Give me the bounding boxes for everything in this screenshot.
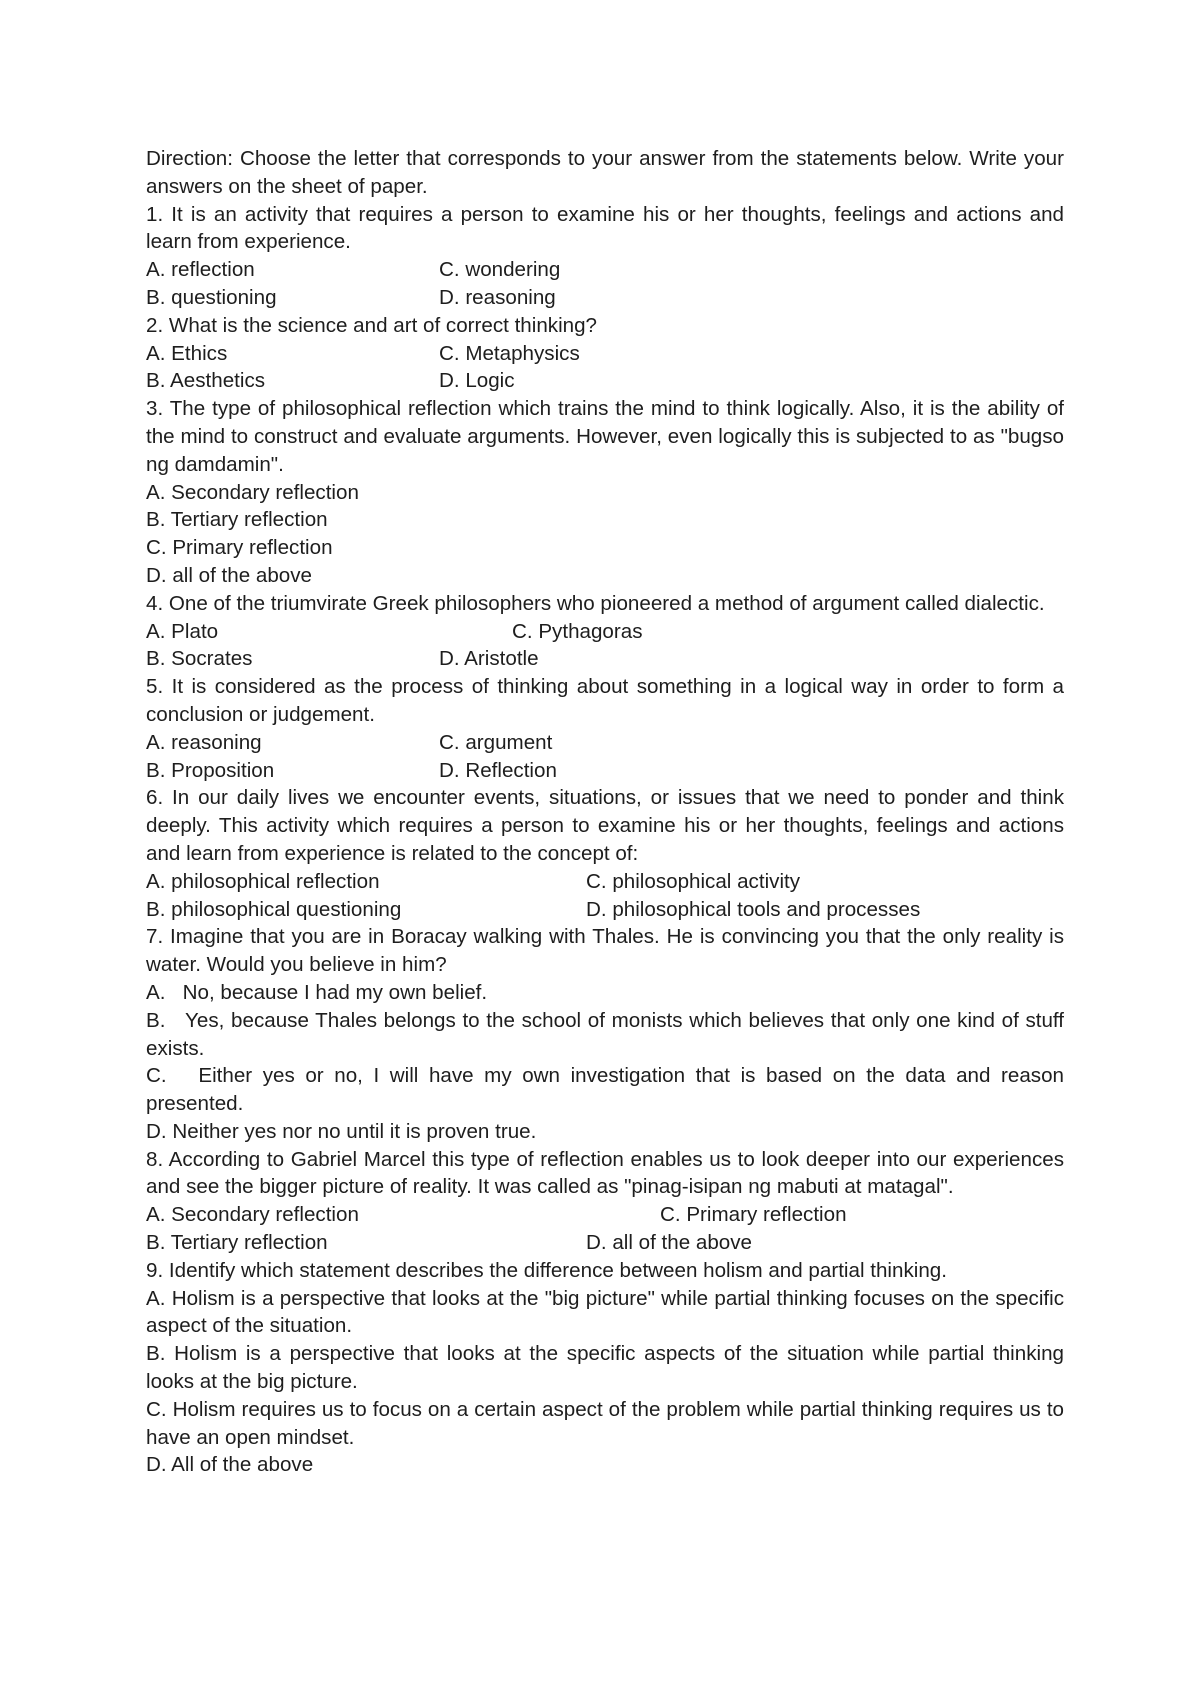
q2-option-b: B. Aesthetics (146, 369, 266, 393)
q2-option-c: C. Metaphysics (439, 341, 580, 365)
question-8: 8. According to Gabriel Marcel this type of reflection enables us to look deeper into our experiences and see the bigger picture of reality. It was called as "pinag-isipan ng mabuti at matagal". (146, 1147, 1064, 1199)
q5-option-d: D. Reflection (439, 758, 557, 782)
q2-option-d: D. Logic (439, 369, 515, 393)
q8-option-d: D. all of the above (586, 1231, 752, 1255)
q6-option-d: D. philosophical tools and processes (586, 897, 921, 921)
q7-option-a: A. No, because I had my own belief. (146, 980, 488, 1004)
q5-option-a: A. reasoning (146, 730, 262, 754)
direction-text: Direction: Choose the letter that corresponds to your answer from the statements below. Write your answers on the sheet of paper. (146, 147, 1064, 198)
q6-options-row-2 (146, 896, 1064, 924)
q5-option-c: C. argument (439, 730, 553, 754)
q1-option-d: D. reasoning (439, 285, 556, 309)
q3-option-b: B. Tertiary reflection (146, 508, 328, 532)
q8-options-row-1 (146, 1201, 1064, 1229)
q8-option-a: A. Secondary reflection (146, 1203, 359, 1227)
q5-option-b: B. Proposition (146, 758, 275, 782)
q8-options-row-2 (146, 1229, 1064, 1257)
q9-option-d: D. All of the above (146, 1453, 314, 1477)
q1-option-b: B. questioning (146, 285, 277, 309)
question-4: 4. One of the triumvirate Greek philosophers who pioneered a method of argument called dialectic. (146, 591, 1045, 615)
q6-options-row-1 (146, 868, 1064, 896)
q1-options-row-2 (146, 284, 1064, 312)
q9-option-a: A. Holism is a perspective that looks at the "big picture" while partial thinking focuses on the specific aspect of the situation. (146, 1286, 1064, 1338)
q6-option-b: B. philosophical questioning (146, 897, 402, 921)
q2-options-row-2 (146, 367, 1064, 395)
q4-option-d: D. Aristotle (439, 647, 539, 671)
question-5: 5. It is considered as the process of thinking about something in a logical way in order to form a conclusion or judgement. (146, 675, 1064, 726)
q6-option-a: A. philosophical reflection (146, 869, 380, 893)
q4-option-c: C. Pythagoras (512, 619, 643, 643)
q2-option-a: A. Ethics (146, 341, 228, 365)
question-6: 6. In our daily lives we encounter events, situations, or issues that we need to ponder and think deeply. This activity which requires a person to examine his or her thoughts, feelings and actions and learn from experience is related to the concept of: (146, 786, 1064, 865)
q3-option-c: C. Primary reflection (146, 536, 333, 560)
q7-option-b: B. Yes, because Thales belongs to the school of monists which believes that only one kind of stuff exists. (146, 1008, 1064, 1060)
q9-option-b: B. Holism is a perspective that looks at the specific aspects of the situation while partial thinking looks at the big picture. (146, 1342, 1064, 1394)
q5-options-row-2 (146, 757, 1064, 785)
question-2: 2. What is the science and art of correct thinking? (146, 313, 598, 337)
question-1: 1. It is an activity that requires a person to examine his or her thoughts, feelings and actions and learn from experience. (146, 202, 1064, 254)
worksheet-page (146, 145, 1064, 1479)
q7-option-c: C. Either yes or no, I will have my own investigation that is based on the data and reason presented. (146, 1064, 1064, 1116)
q3-option-a: A. Secondary reflection (146, 480, 359, 504)
q3-option-d: D. all of the above (146, 563, 312, 587)
q4-option-b: B. Socrates (146, 647, 253, 671)
q2-options-row-1 (146, 340, 1064, 368)
q9-option-c: C. Holism requires us to focus on a certain aspect of the problem while partial thinking requires us to have an open mindset. (146, 1397, 1064, 1449)
q5-options-row-1 (146, 729, 1064, 757)
q1-options-row-1 (146, 256, 1064, 284)
q1-option-c: C. wondering (439, 258, 561, 282)
q4-options-row-1 (146, 618, 1064, 646)
q8-option-b: B. Tertiary reflection (146, 1231, 328, 1255)
q7-option-d: D. Neither yes nor no until it is proven true. (146, 1119, 537, 1143)
q4-option-a: A. Plato (146, 619, 219, 643)
question-3: 3. The type of philosophical reflection which trains the mind to think logically. Also, it is the ability of the mind to construct and evaluate arguments. However, even logically this is subjected to as "bugso ng damdamin". (146, 397, 1064, 476)
q8-option-c: C. Primary reflection (660, 1203, 847, 1227)
question-9: 9. Identify which statement describes the difference between holism and partial thinking. (146, 1258, 947, 1282)
q1-option-a: A. reflection (146, 258, 255, 282)
q6-option-c: C. philosophical activity (586, 869, 801, 893)
q4-options-row-2 (146, 645, 1064, 673)
question-7: 7. Imagine that you are in Boracay walking with Thales. He is convincing you that the only reality is water. Would you believe in him? (146, 925, 1064, 977)
